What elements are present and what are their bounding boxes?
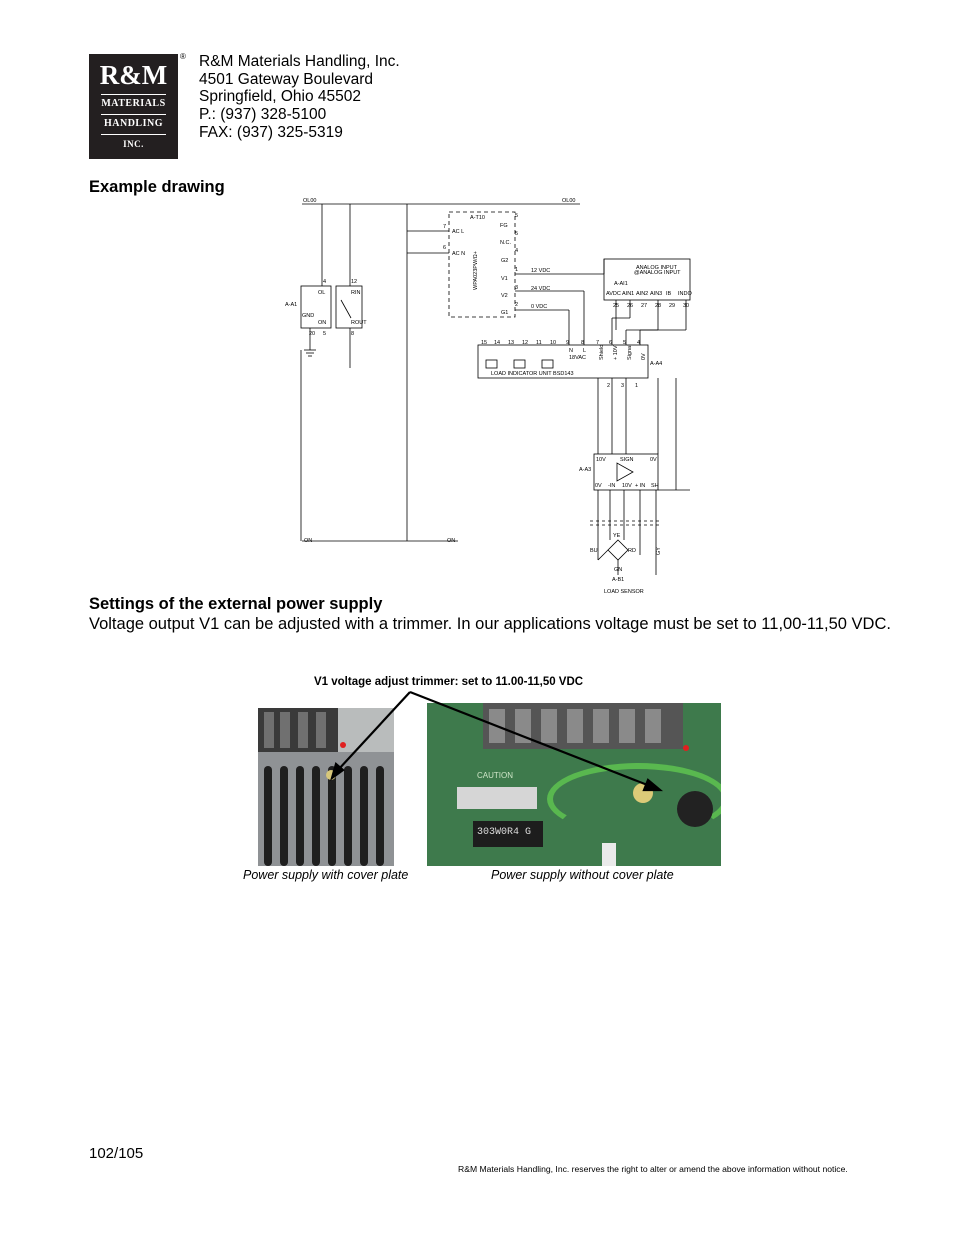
v1-label: V1 [501,276,508,282]
bu-label: BU [590,548,598,554]
gn-label: GN [614,567,623,573]
v0-label: 0 VDC [531,304,548,310]
liu-num: 10 [550,340,557,346]
psu-pin: 7 [443,224,447,230]
amp-bot: -IN [608,483,616,489]
a4-label: A-A4 [650,361,663,367]
on-left-label: ON [304,538,313,544]
a1-terminal: 20 [309,331,316,337]
g2-label: G2 [501,258,509,264]
liu-num: 12 [522,340,529,346]
psu-pin: 1 [515,267,519,273]
company-name: R&M Materials Handling, Inc. [199,53,400,70]
ye-label: YE [613,533,621,539]
acl-label: AC L [452,229,465,235]
ol00-right-label: OL00 [562,198,576,204]
ol-label: OL [318,290,326,296]
nc-label: N.C. [500,240,511,246]
page-number: 102/105 [89,1145,144,1162]
logo-line-3: INC. [123,139,144,149]
liu-num: 14 [494,340,501,346]
g1-label: G1 [501,310,509,316]
a1-label: A-A1 [285,302,298,308]
liu-num: 13 [508,340,515,346]
ai-num: 30 [683,303,690,309]
amp-bot: + IN [635,483,646,489]
a1-terminal: 5 [323,331,327,337]
amp-bot: 0V [595,483,602,489]
ai-pin: AVDC [606,291,621,297]
load-sensor-label: LOAD SENSOR [604,589,644,595]
ai-num: 29 [669,303,676,309]
liu-caption: LOAD INDICATOR UNIT BSD143 [491,371,574,377]
amp-10v: 10V [596,457,606,463]
ai-pin: AIN1 [622,291,635,297]
a1-terminal: 4 [323,279,327,285]
amp-bot: 10V [622,483,632,489]
capacitor-code: 303W0R4 G [473,821,543,847]
ai-num: 27 [641,303,648,309]
liu-num: 15 [481,340,488,346]
ai-num: 26 [627,303,634,309]
liu-0v: 0V [641,353,647,360]
settings-heading: Settings of the external power supply [89,595,383,613]
logo-initials: R&M [99,60,168,90]
liu-shield: Shield [599,344,605,360]
fg-label: FG [500,223,508,229]
a1-terminal: 12 [351,279,358,285]
amp-sign: SIGN [620,457,634,463]
trimmer-callout: V1 voltage adjust trimmer: set to 11.00-11,50 VDC [314,676,584,688]
company-street: 4501 Gateway Boulevard [199,71,374,88]
ol00-left-label: OL00 [303,198,317,204]
drawing-heading: Example drawing [89,178,225,196]
rin-label: RIN [351,290,361,296]
psu-pin: 5 [515,231,519,237]
gy-label: GY [656,547,662,555]
ai-pin: AIN3 [650,291,663,297]
company-city: Springfield, Ohio 45502 [199,88,362,105]
psu-pin: 4 [515,248,519,254]
rd-label: RD [628,548,636,554]
gnd-label: GND [302,313,315,319]
on-right-label: ON [447,538,456,544]
logo-line-2: HANDLING [103,118,163,129]
psu-pin: 6 [443,245,447,251]
amp-bot: SH [651,483,659,489]
ai-title-1: ANALOG INPUT [636,265,677,271]
liu-num: 4 [637,340,641,346]
company-fax: FAX: (937) 325-5319 [199,124,343,141]
ai-num: 28 [655,303,662,309]
psu-pin: 2 [515,302,519,308]
psu-pin: 3 [515,285,519,291]
liu-v: + 10V [613,345,619,360]
liu-n: N [569,348,573,354]
amp-0v: 0V [650,457,657,463]
caption-without-cover: Power supply without cover plate [491,868,674,882]
acn-label: AC N [452,251,466,257]
logo-line-1: MATERIALS [101,98,166,109]
a3-label: A-A3 [579,467,592,473]
ai-pin: INDO [678,291,692,297]
rout-label: ROUT [351,320,367,326]
liu-l: L [583,348,587,354]
liu-num: 8 [581,340,585,346]
liu-vac: 18VAC [569,355,587,361]
ai-num: 25 [613,303,620,309]
a1-terminal: 8 [351,331,355,337]
caption-with-cover: Power supply with cover plate [243,868,409,882]
liu-num: 5 [623,340,627,346]
caution-text: CAUTION [477,771,513,780]
t10-label: A-T10 [470,215,485,221]
amp-num: 3 [621,383,625,389]
b1-label: A-B1 [612,577,625,583]
registered-mark: ® [180,52,186,61]
on-label: ON [318,320,327,326]
psu-pin: 5 [515,213,519,219]
settings-paragraph: Voltage output V1 can be adjusted with a trimmer. In our applications voltage must be set to 11,00-11,50 VDC. [89,615,891,633]
liu-num: 9 [566,340,570,346]
liu-num: 7 [596,340,600,346]
liu-num: 11 [536,340,542,346]
ai-pin: IB [666,291,672,297]
amp-num: 1 [635,383,639,389]
liu-num: 6 [609,340,613,346]
v12-label: 12 VDC [531,268,551,274]
v2-label: V2 [501,293,508,299]
v24-label: 24 VDC [531,286,551,292]
ai-pin: AIN2 [636,291,649,297]
footer-disclaimer: R&M Materials Handling, Inc. reserves the right to alter or amend the above information without notice. [458,1164,848,1174]
company-phone: P.: (937) 328-5100 [199,106,327,123]
amp-num: 2 [607,383,611,389]
ai-title-2: @ANALOG INPUT [634,270,681,276]
psu-model-label: WPA023PW/Ω+ [473,250,479,290]
ai-ref: A-AI1 [614,281,628,287]
liu-signal: Signal [627,344,633,360]
